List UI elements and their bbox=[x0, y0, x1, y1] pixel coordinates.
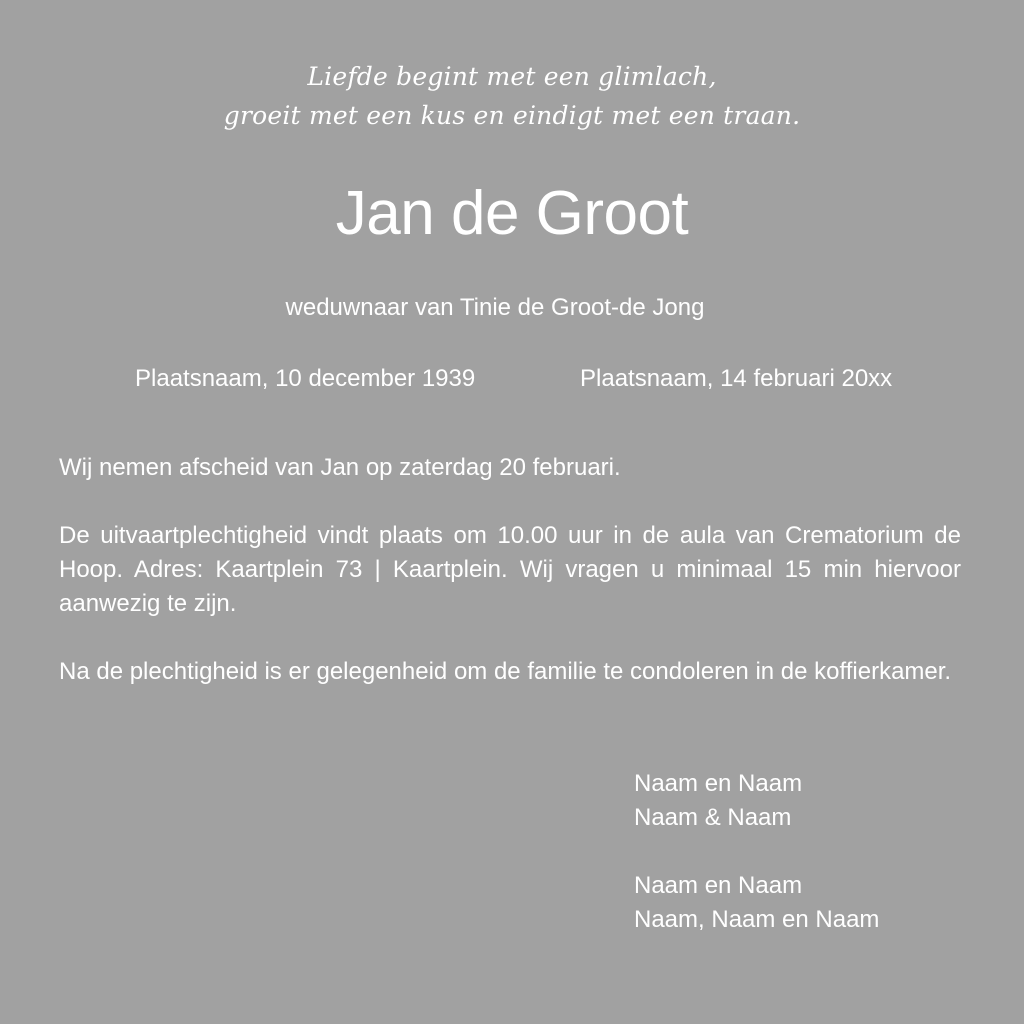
signatures bbox=[634, 767, 879, 937]
paragraph-condolences: Na de plechtigheid is er gelegenheid om de familie te condoleren in de koffierkamer. bbox=[59, 658, 952, 685]
signature-line: Naam & Naam bbox=[634, 804, 792, 831]
signature-spacer bbox=[634, 835, 879, 869]
motto-line-1: Liefde begint met een glimlach, bbox=[307, 62, 717, 91]
signature-line: Naam, Naam en Naam bbox=[634, 906, 880, 933]
birth-date: Plaatsnaam, 10 december 1939 bbox=[135, 365, 476, 392]
paragraph-ceremony: De uitvaartplechtigheid vindt plaats om 10.00 uur in de aula van Crematorium de Hoop. Adres: Kaartplein 73 | Kaartplein. Wij vragen u minimaal 15 min hiervoor aanwezig te zijn. bbox=[59, 522, 961, 617]
paragraph-farewell: Wij nemen afscheid van Jan op zaterdag 20 februari. bbox=[59, 454, 621, 481]
death-date: Plaatsnaam, 14 februari 20xx bbox=[580, 365, 893, 392]
relation-text: weduwnaar van Tinie de Groot-de Jong bbox=[285, 294, 705, 321]
signature-line: Naam en Naam bbox=[634, 872, 803, 899]
signature-line: Naam en Naam bbox=[634, 770, 803, 797]
deceased-name: Jan de Groot bbox=[335, 179, 689, 248]
motto-line-2: groeit met een kus en eindigt met een traan. bbox=[223, 101, 801, 130]
